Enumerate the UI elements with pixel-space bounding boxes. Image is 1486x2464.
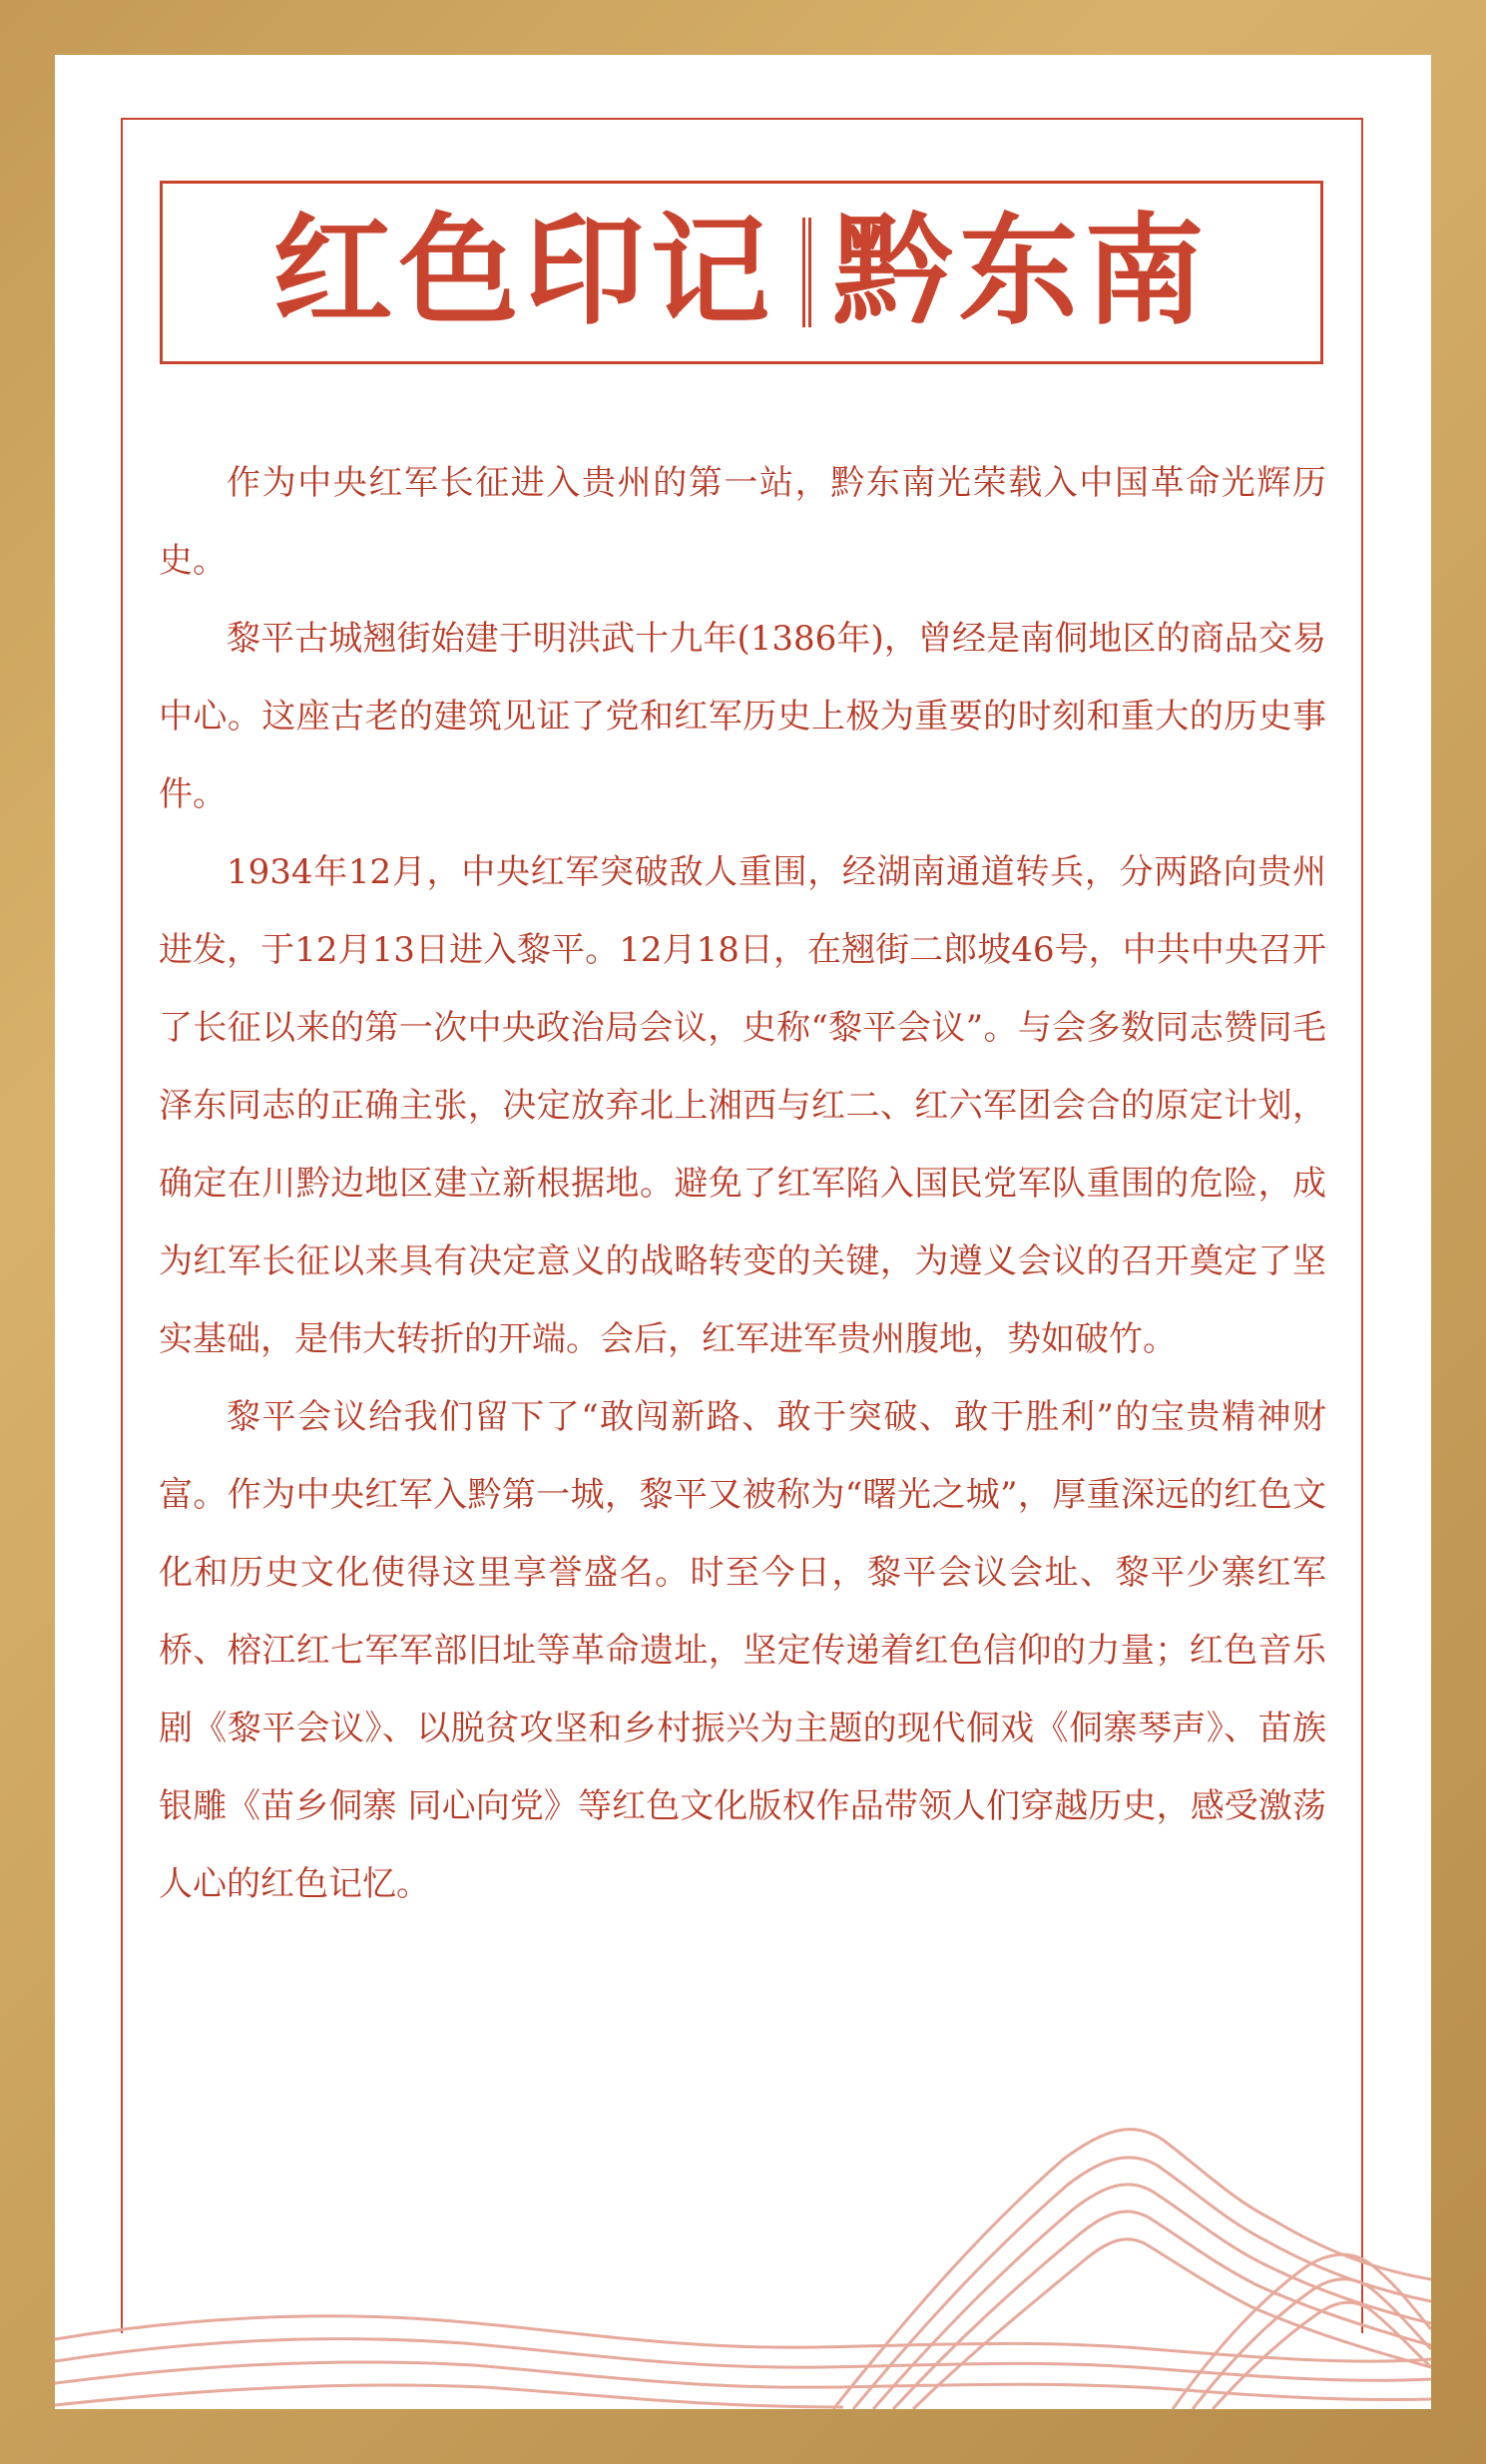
paragraph-2: 黎平古城翘街始建于明洪武十九年(1386年)，曾经是南侗地区的商品交易中心。这座古老的建筑见证了党和红军历史上极为重要的时刻和重大的历史事件。 (159, 619, 1326, 814)
paragraph-1: 作为中央红军长征进入贵州的第一站，黔东南光荣载入中国革命光辉历史。 (159, 463, 1326, 581)
title-separator (802, 218, 811, 327)
mountain-wave-illustration (55, 2010, 1431, 2409)
paragraph-4: 黎平会议给我们留下了“敢闯新路、敢于突破、敢于胜利”的宝贵精神财富。作为中央红军入黔第一城，黎平又被称为“曙光之城”，厚重深远的红色文化和历史文化使得这里享誉盛名。时至今日，黎平会议会址、黎平少寨红军桥、榕江红七军军部旧址等革命遗址，坚定传递着红色信仰的力量；红色音乐剧《黎平会议》、以脱贫攻坚和乡村振兴为主题的现代侗戏《侗寨琴声》、苗族银雕《苗乡侗寨 同心向党》等红色文化版权作品带领人们穿越历史，感受激荡人心的红色记忆。 (159, 1397, 1326, 1904)
paragraph-3: 1934年12月，中央红军突破敌人重围，经湖南通道转兵，分两路向贵州进发，于12月13日进入黎平。12月18日，在翘街二郎坡46号，中共中央召开了长征以来的第一次中央政治局会议，史称“黎平会议”。与会多数同志赞同毛泽东同志的正确主张，决定放弃北上湘西与红二、红六军团会合的原定计划，确定在川黔边地区建立新根据地。避免了红军陷入国民党军队重围的危险，成为红军长征以来具有决定意义的战略转变的关键，为遵义会议的召开奠定了坚实基础，是伟大转折的开端。会后，红军进军贵州腹地，势如破竹。 (159, 852, 1326, 1359)
article-body (159, 444, 1326, 1923)
poster-paper (55, 55, 1431, 2409)
title-region: 黔东南 (832, 203, 1211, 341)
title-main: 红色印记 (272, 203, 776, 341)
title-banner (160, 181, 1323, 364)
